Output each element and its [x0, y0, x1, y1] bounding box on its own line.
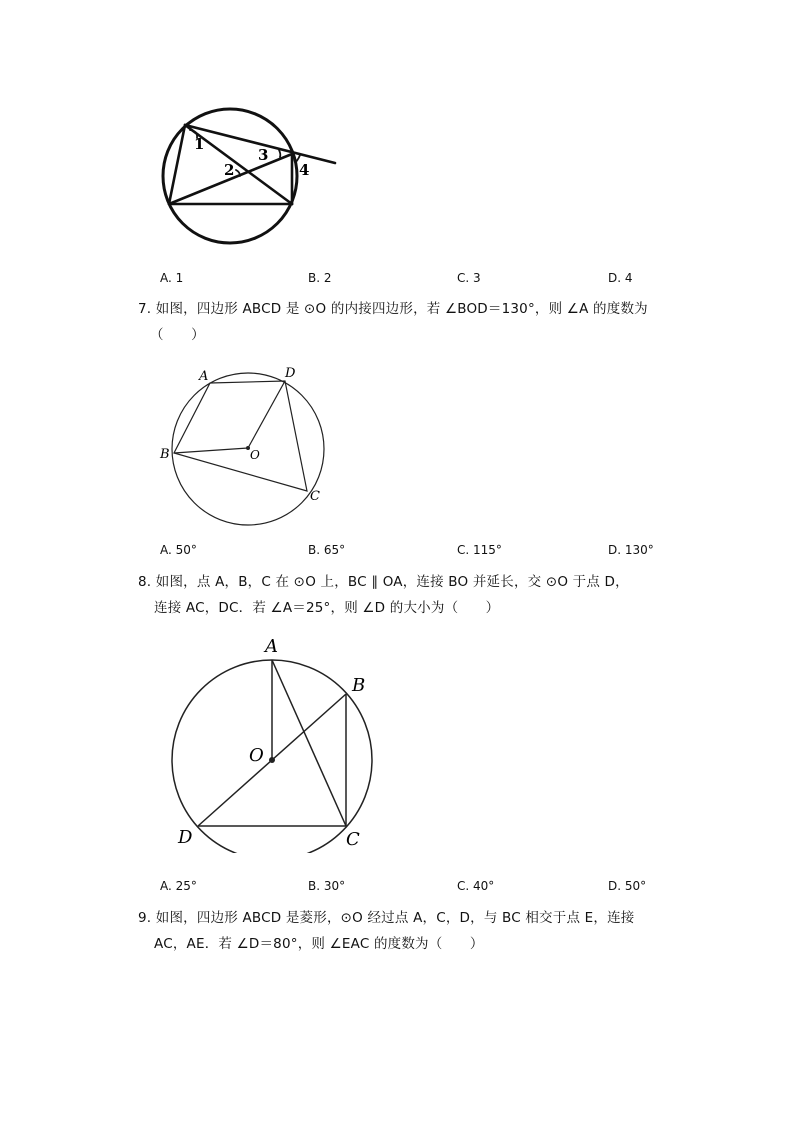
q8-text-line1: 如图，点 A，B，C 在 ⊙O 上，BC ∥ OA，连接 BO 并延长，交 ⊙O 于点 D， — [155, 574, 629, 590]
q7-option-a: A. 50° — [160, 543, 197, 557]
q6-label-4: 4 — [299, 161, 310, 179]
q7-figure — [150, 360, 350, 530]
q6-option-c: C. 3 — [457, 271, 481, 285]
q7-label-c: C — [310, 489, 320, 504]
q7-option-c: C. 115° — [457, 543, 502, 557]
q8-number: 8. — [138, 574, 152, 590]
q7-segment-ob — [174, 448, 248, 453]
q6-option-d: D. 4 — [608, 271, 633, 285]
q7-option-b: B. 65° — [308, 543, 346, 557]
q8-label-c: C — [346, 829, 360, 850]
q8-label-b: B — [352, 675, 366, 696]
q7-label-b: B — [160, 447, 170, 462]
q8-label-o: O — [249, 745, 264, 766]
q8-text-line2: 连接 AC，DC．若 ∠A＝25°，则 ∠D 的大小为（ ） — [154, 600, 500, 616]
q7-quadrilateral — [174, 381, 307, 491]
q8-option-d: D. 50° — [608, 879, 647, 893]
q6-label-3: 3 — [258, 146, 269, 164]
q6-arc-3 — [279, 150, 280, 157]
q9-text-line1: 如图，四边形 ABCD 是菱形，⊙O 经过点 A，C，D，与 BC 相交于点 E，连接 — [155, 910, 635, 926]
q6-option-a: A. 1 — [160, 271, 184, 285]
q8-figure — [165, 628, 385, 853]
q6-label-2: 2 — [224, 161, 235, 179]
q8-option-a: A. 25° — [160, 879, 197, 893]
q6-figure — [150, 100, 350, 260]
q7-label-d: D — [285, 366, 296, 381]
q7-stem — [138, 296, 698, 348]
q7-option-d: D. 130° — [608, 543, 654, 557]
q7-number: 7. — [138, 301, 152, 317]
q9-stem — [138, 905, 698, 957]
q7-text-line1: 如图，四边形 ABCD 是 ⊙O 的内接四边形，若 ∠BOD＝130°，则 ∠A 的度数为 — [155, 301, 648, 317]
q8-segment-ac — [272, 660, 346, 826]
q8-stem — [138, 569, 698, 621]
q8-label-d: D — [178, 827, 193, 848]
q7-label-a: A — [199, 369, 209, 384]
q8-label-a: A — [265, 636, 278, 657]
q6-label-1: 1 — [194, 135, 205, 153]
q9-text-line2: AC，AE．若 ∠D＝80°，则 ∠EAC 的度数为（ ） — [154, 936, 484, 952]
q7-label-o: O — [250, 448, 260, 462]
q9-number: 9. — [138, 910, 152, 926]
q8-center-dot — [269, 757, 275, 763]
q8-option-c: C. 40° — [457, 879, 495, 893]
q7-text-line2: （ ） — [150, 327, 205, 343]
q6-option-b: B. 2 — [308, 271, 332, 285]
q8-option-b: B. 30° — [308, 879, 346, 893]
q7-segment-od — [248, 381, 285, 448]
